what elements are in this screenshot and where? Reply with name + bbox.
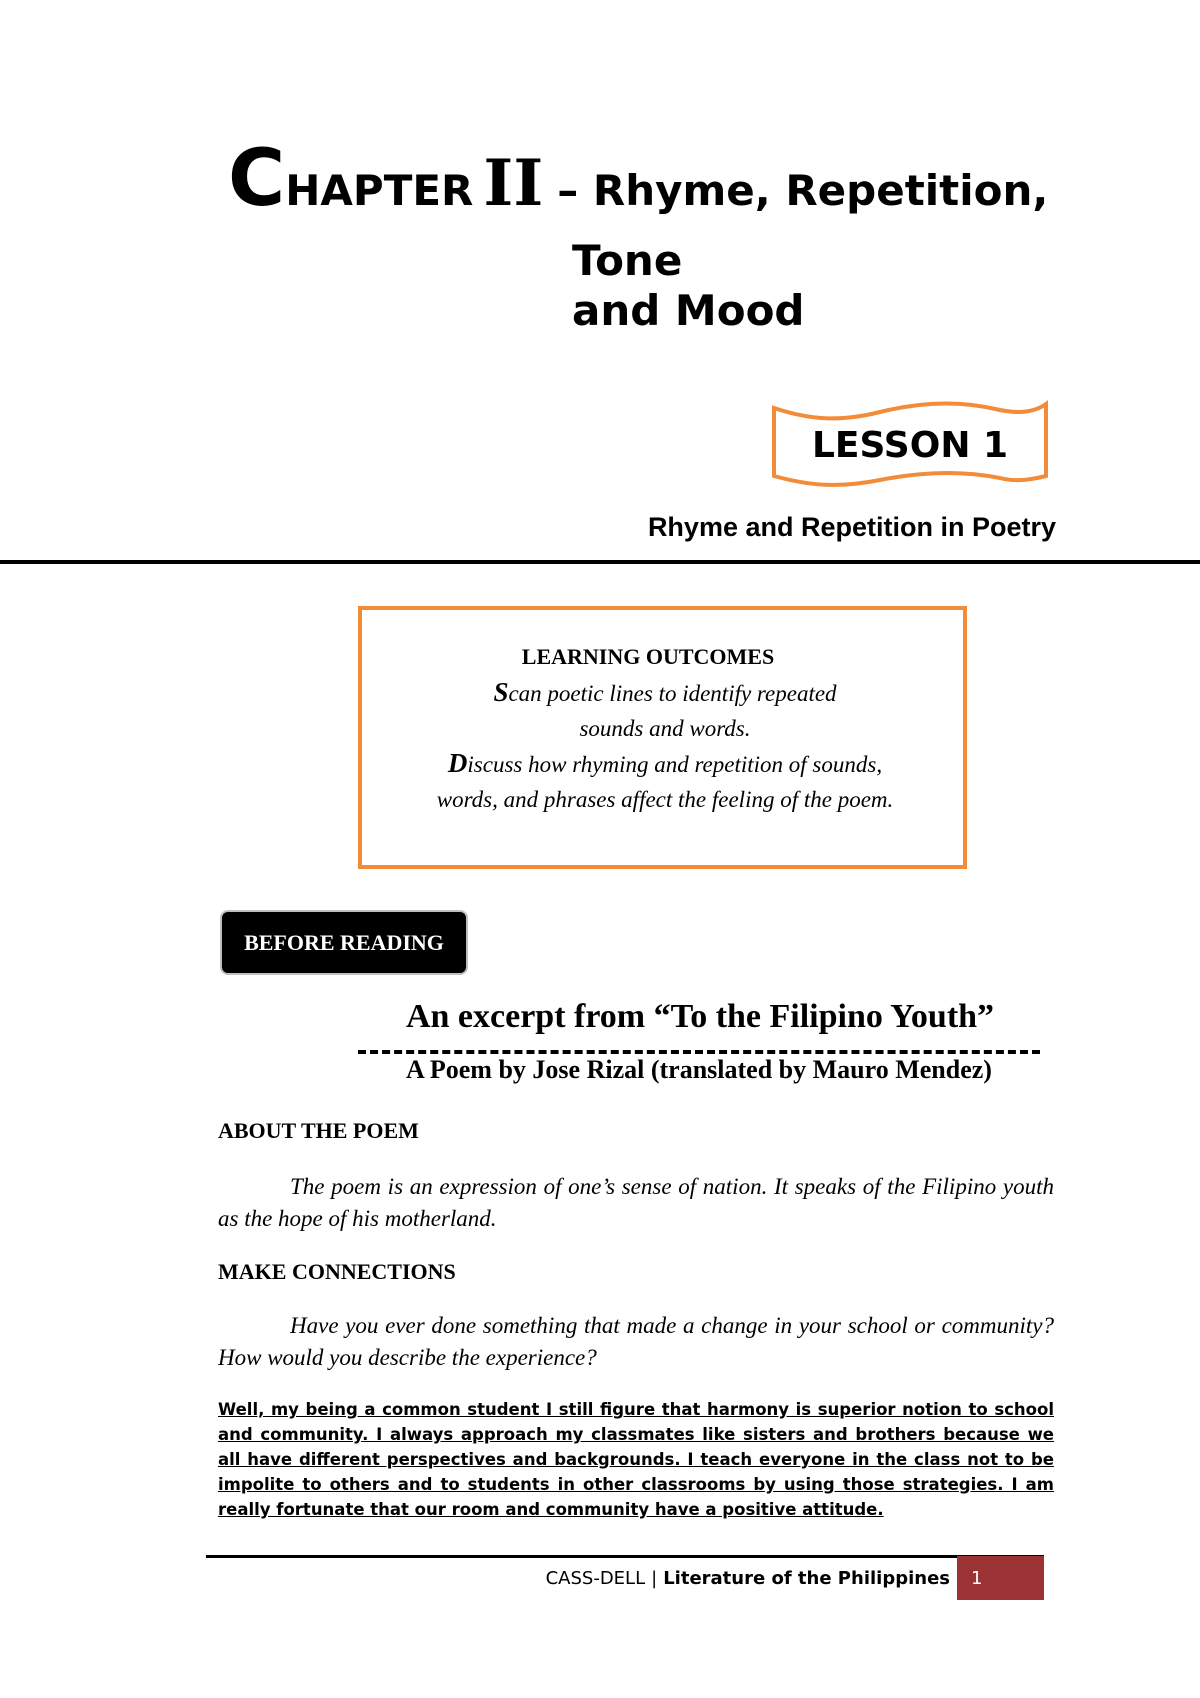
footer-org: CASS-DELL <box>545 1568 646 1589</box>
outcome-item-1-line2: sounds and words. <box>579 716 751 741</box>
footer-label <box>420 1568 950 1589</box>
outcome-item-2-initial: D <box>447 748 468 778</box>
chapter-first-letter: C <box>228 134 286 224</box>
outcome-item-1-initial: S <box>493 677 509 707</box>
page-number: 1 <box>957 1556 1044 1600</box>
footer-separator: | <box>651 1568 658 1589</box>
lesson-label: LESSON 1 <box>811 425 1009 466</box>
learning-outcomes-title: LEARNING OUTCOMES <box>521 644 775 669</box>
section-divider <box>0 560 1200 564</box>
learning-outcomes-list <box>370 675 960 817</box>
footer-rule <box>206 1555 1044 1558</box>
lesson-subtitle: Rhyme and Repetition in Poetry <box>647 512 1056 542</box>
chapter-title-line1: – Rhyme, Repetition, <box>557 166 1049 215</box>
chapter-number: II <box>483 146 544 221</box>
excerpt-title: An excerpt from “To the Filipino Youth” <box>405 998 995 1035</box>
about-text: The poem is an expression of one’s sense of nation. It speaks of the Filipino youth as the hope of his motherland. <box>218 1174 1054 1231</box>
poem-byline: A Poem by Jose Rizal (translated by Mauro Mendez) <box>406 1055 992 1084</box>
outcome-item-1-line1: Scan poetic lines to identify repeated <box>493 677 837 707</box>
about-heading: ABOUT THE POEM <box>218 1118 419 1143</box>
connections-question: Have you ever done something that made a change in your school or community? How would you describe the experience? <box>218 1313 1054 1370</box>
footer-course: Literature of the Philippines <box>663 1568 950 1589</box>
chapter-title-continued <box>572 236 805 336</box>
connections-heading: MAKE CONNECTIONS <box>218 1259 456 1284</box>
chapter-title-line3: and Mood <box>572 286 805 335</box>
chapter-word: HAPTER <box>285 166 474 215</box>
student-answer: Well, my being a common student I still figure that harmony is superior notion to school and community. I always approach my classmates like sisters and brothers because we all have different perspectives and backgrounds. I teach everyone in the class not to be impolite to others and to students in other classrooms by using those strategies. I am really fortunate that our room and community have a positive attitude. <box>218 1400 1054 1519</box>
before-reading-label: BEFORE READING <box>220 910 468 975</box>
chapter-heading <box>228 134 1049 224</box>
title-underline <box>358 1050 1040 1054</box>
outcome-item-2-line1: Discuss how rhyming and repetition of sounds, <box>447 748 883 778</box>
outcome-item-2-line2: words, and phrases affect the feeling of the poem. <box>436 787 894 812</box>
chapter-title-line2: Tone <box>572 236 683 285</box>
